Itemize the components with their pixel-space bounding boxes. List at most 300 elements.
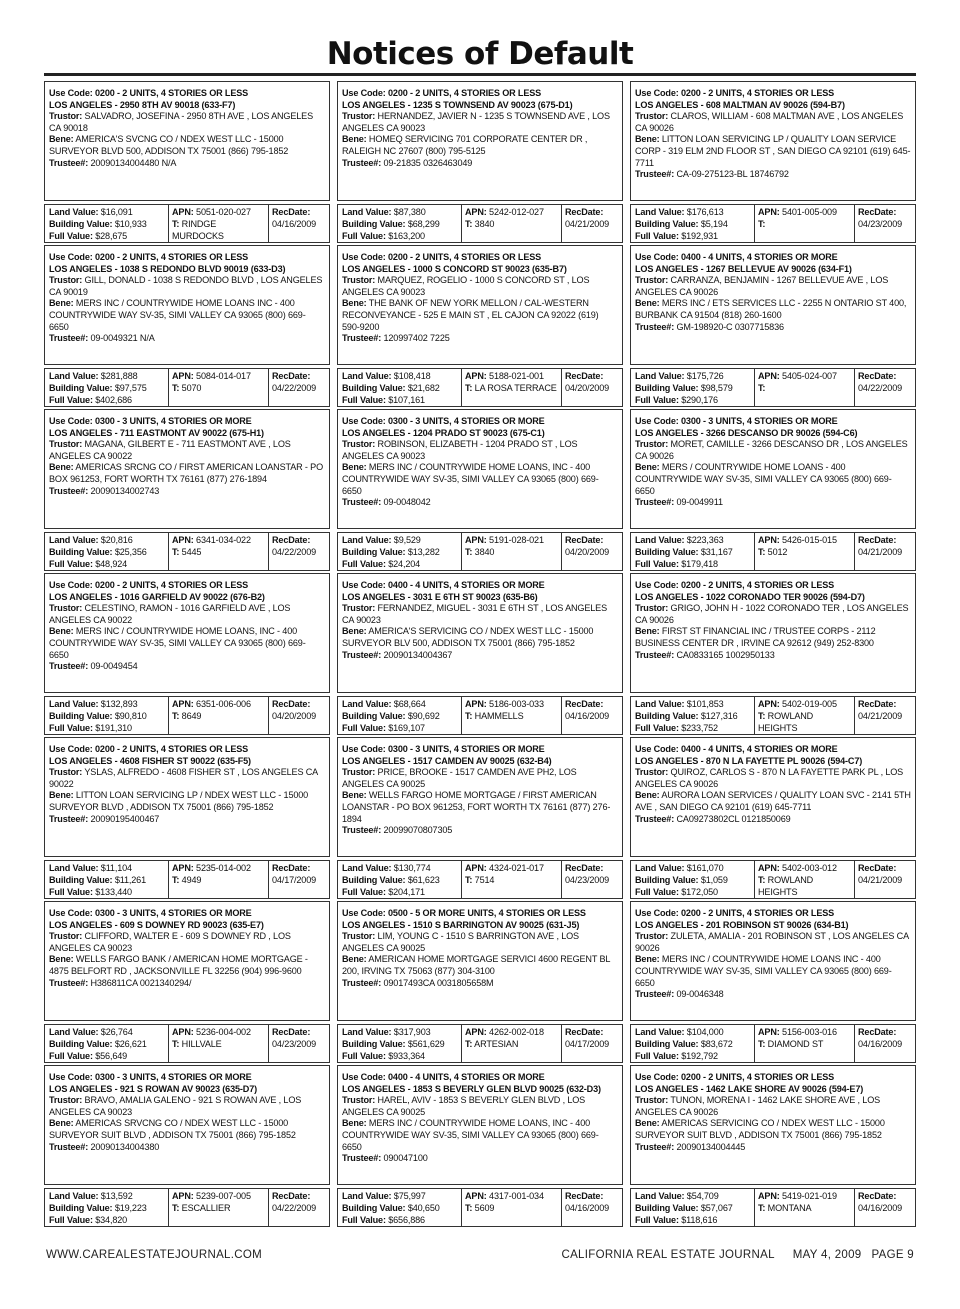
- trustee-line-label: Trustee#:: [49, 813, 89, 824]
- recdate-label: [858, 534, 912, 546]
- property-values: [44, 532, 330, 571]
- notice-column: [630, 245, 916, 407]
- property-address: LOS ANGELES - 1510 S BARRINGTON AV 90025 (631-J5): [342, 919, 580, 930]
- full-value-value: $192,792: [681, 1051, 718, 1061]
- trustor-line-value: HAREL, AVIV - 1853 S BEVERLY GLEN BLVD , LOS ANGELES CA 90025: [342, 1095, 586, 1117]
- building-value-value: $90,810: [114, 711, 147, 721]
- trustee-line-label: Trustee#:: [635, 1141, 675, 1152]
- tract-value: 5609: [474, 1203, 495, 1213]
- land-value-label: Land Value:: [635, 1191, 685, 1201]
- trustor-line-value: QUIROZ, CARLOS S - 870 N LA FAYETTE PARK PL , LOS ANGELES CA 90026: [635, 767, 904, 789]
- tract-value: ESCALLIER: [181, 1203, 231, 1213]
- land-value-value: $108,418: [393, 371, 431, 381]
- apn-column: [462, 1189, 562, 1226]
- tract-value: RINDGE MURDOCKS: [172, 219, 224, 241]
- property-address: LOS ANGELES - 1000 S CONCORD ST 90023 (635-B7): [342, 263, 567, 274]
- trustee-line: [342, 825, 618, 837]
- tract-value: 5070: [181, 383, 202, 393]
- land-value-label: Land Value:: [635, 699, 685, 709]
- apn-label: APN:: [172, 699, 194, 709]
- apn-label: APN:: [465, 1191, 487, 1201]
- value-column: [631, 861, 755, 898]
- trustee-line-value: 20090134004367: [383, 649, 453, 660]
- trustee-line: [635, 497, 911, 509]
- use-code: Use Code: 0300 - 3 UNITS, 4 STORIES OR MORE: [49, 1072, 252, 1082]
- recdate-value: 04/21/2009: [858, 547, 903, 557]
- trustee-line: [49, 814, 325, 826]
- trustor-line: [635, 439, 911, 462]
- building-value-value: $10,933: [114, 219, 147, 229]
- building-value: [49, 218, 165, 230]
- notice-column: [337, 737, 623, 899]
- recdate-value: 04/23/2009: [565, 875, 610, 885]
- property-values: [44, 368, 330, 407]
- apn-value: 5402-003-012: [782, 863, 837, 873]
- land-value: [49, 534, 165, 546]
- notice-column: [630, 901, 916, 1063]
- building-value: [635, 1038, 751, 1050]
- full-value: [342, 558, 458, 570]
- land-value: [49, 370, 165, 382]
- tract-value: 3840: [474, 547, 495, 557]
- notice-column: [630, 409, 916, 571]
- apn: [758, 862, 851, 874]
- trustee-line-value: H386811CA 0021340294/: [90, 977, 192, 988]
- apn-label: APN:: [758, 863, 780, 873]
- building-value-value: $21,682: [407, 383, 440, 393]
- apn-label: APN:: [465, 699, 487, 709]
- building-value-label: Building Value:: [49, 219, 113, 229]
- full-value: [49, 1050, 165, 1062]
- full-value-label: Full Value:: [635, 1051, 679, 1061]
- land-value: [342, 862, 458, 874]
- bene-line: [635, 1118, 911, 1141]
- land-value-label: Land Value:: [342, 535, 392, 545]
- trustee-line: [342, 1153, 618, 1165]
- land-value-value: $175,726: [686, 371, 724, 381]
- trustee-line: [635, 814, 911, 826]
- trustee-line-label: Trustee#:: [342, 157, 382, 168]
- tract-label: T:: [758, 875, 766, 885]
- apn-column: [169, 1025, 269, 1062]
- bene-line: [49, 790, 325, 813]
- trustor-line-value: SALVADRO, JOSEFINA - 2950 8TH AVE , LOS ANGELES CA 90018: [49, 111, 314, 133]
- notice-column: [44, 81, 330, 243]
- recdate-column: [269, 1025, 329, 1062]
- trustor-line-label: Trustor:: [342, 1095, 376, 1106]
- land-value: [49, 206, 165, 218]
- building-value-value: $5,194: [700, 219, 728, 229]
- land-value-value: $132,893: [100, 699, 138, 709]
- bene-line-label: Bene:: [635, 298, 660, 309]
- property-address: LOS ANGELES - 1853 S BEVERLY GLEN BLVD 90025 (632-D3): [342, 1083, 601, 1094]
- bene-line: [49, 134, 325, 157]
- land-value: [342, 534, 458, 546]
- land-value-value: $26,764: [100, 1027, 133, 1037]
- trustee-line-value: 09-0046348: [676, 989, 724, 1000]
- apn-value: 6341-034-022: [196, 535, 251, 545]
- land-value: [342, 1190, 458, 1202]
- notice-column: [44, 573, 330, 735]
- trustor-line-label: Trustor:: [49, 1095, 83, 1106]
- full-value-value: $191,310: [95, 723, 132, 733]
- trustor-line-label: Trustor:: [49, 439, 83, 450]
- apn-column: [462, 533, 562, 570]
- bene-line-value: AURORA LOAN SERVICES / QUALITY LOAN SVC - 2141 5TH AVE , SAN DIEGO CA 92101 (619) 645-7711: [635, 790, 911, 812]
- trustee-line: [342, 333, 618, 345]
- recdate-label-text: RecDate:: [565, 535, 604, 545]
- property-values: [337, 860, 623, 899]
- bene-line-value: MERS INC / COUNTRYWIDE HOME LOANS, INC - 400 COUNTRYWIDE WAY SV-35, SIMI VALLEY CA 93065 (800) 669-6650: [342, 1118, 599, 1152]
- recdate-label-text: RecDate:: [565, 863, 604, 873]
- tract: [758, 382, 851, 394]
- bene-line-label: Bene:: [49, 134, 74, 145]
- apn-column: [169, 697, 269, 734]
- recdate-column: [562, 533, 622, 570]
- recdate-label: [272, 1026, 326, 1038]
- trustee-line-value: 20090134004445: [676, 1141, 746, 1152]
- apn: [465, 534, 558, 546]
- tract-label: T:: [758, 383, 766, 393]
- value-column: [45, 697, 169, 734]
- recdate-value: 04/16/2009: [272, 219, 317, 229]
- building-value-label: Building Value:: [342, 219, 406, 229]
- recdate-label-text: RecDate:: [272, 863, 311, 873]
- recdate-column: [855, 1025, 915, 1062]
- recdate-column: [269, 697, 329, 734]
- bene-line-value: MERS INC / COUNTRYWIDE HOME LOANS, INC - 400 COUNTRYWIDE WAY SV-35, SIMI VALLEY CA 93065 (800) 669-6650: [342, 462, 599, 496]
- apn-column: [462, 697, 562, 734]
- tract: [172, 1038, 265, 1050]
- land-value: [635, 698, 751, 710]
- full-value-label: Full Value:: [49, 887, 93, 897]
- recdate-label: [272, 206, 326, 218]
- apn-column: [462, 205, 562, 242]
- recdate-column: [562, 1025, 622, 1062]
- bene-line: [342, 462, 618, 497]
- trustor-line: [635, 275, 911, 298]
- building-value-label: Building Value:: [342, 547, 406, 557]
- tract-label: T:: [758, 1039, 766, 1049]
- notice-entry: [44, 245, 330, 365]
- property-values: [337, 696, 623, 735]
- apn-column: [755, 533, 855, 570]
- building-value-value: $25,356: [114, 547, 147, 557]
- land-value-label: Land Value:: [635, 535, 685, 545]
- full-value-value: $402,686: [95, 395, 132, 405]
- tract: [172, 218, 265, 242]
- notice-column: [44, 1065, 330, 1227]
- bene-line-label: Bene:: [635, 790, 660, 801]
- tract: [465, 546, 558, 558]
- bene-line: [635, 134, 911, 169]
- full-value: [49, 558, 165, 570]
- recdate-label-text: RecDate:: [272, 699, 311, 709]
- notice-entry: [630, 1065, 916, 1185]
- tract: [172, 382, 265, 394]
- full-value-label: Full Value:: [342, 1051, 386, 1061]
- land-value: [49, 698, 165, 710]
- tract-value: ROWLAND HEIGHTS: [758, 711, 814, 733]
- land-value-value: $11,104: [100, 863, 132, 873]
- property-values: [337, 204, 623, 243]
- apn: [172, 534, 265, 546]
- bene-line-value: AMERICA'S SERVICING CO / NDEX WEST LLC - 15000 SURVEYOR BLV 500, ADDISON TX 75001 (866) 795-1852: [342, 626, 594, 648]
- recdate-column: [855, 861, 915, 898]
- land-value-value: $101,853: [686, 699, 724, 709]
- trustee-line-label: Trustee#:: [635, 989, 675, 1000]
- recdate-value: 04/17/2009: [272, 875, 317, 885]
- recdate-label: [565, 370, 619, 382]
- value-column: [45, 205, 169, 242]
- apn-value: 5051-020-027: [196, 207, 251, 217]
- trustee-line-label: Trustee#:: [635, 169, 675, 180]
- trustee-line: [342, 497, 618, 509]
- bene-line-value: FIRST ST FINANCIAL INC / TRUSTEE CORPS - 2112 BUSINESS CENTER DR , IRVINE CA 92612 (949) 252-8300: [635, 626, 876, 648]
- recdate-column: [562, 1189, 622, 1226]
- building-value-value: $97,575: [114, 383, 147, 393]
- recdate-value: 04/17/2009: [565, 1039, 610, 1049]
- apn-column: [755, 369, 855, 406]
- building-value-value: $13,282: [407, 547, 440, 557]
- bene-line: [342, 134, 618, 157]
- tract-label: T:: [758, 1203, 766, 1213]
- land-value-label: Land Value:: [635, 207, 685, 217]
- apn-value: 5186-003-033: [489, 699, 544, 709]
- bene-line: [342, 298, 618, 333]
- value-column: [45, 533, 169, 570]
- full-value-label: Full Value:: [342, 231, 386, 241]
- trustee-line-label: Trustee#:: [49, 1141, 89, 1152]
- bene-line-value: WELLS FARGO BANK / AMERICAN HOME MORTGAGE - 4875 BELFORT RD , JACKSONVILLE FL 32256 (904) 996-9600: [49, 954, 308, 976]
- full-value-value: $163,200: [388, 231, 425, 241]
- value-column: [338, 1189, 462, 1226]
- property-address: LOS ANGELES - 2950 8TH AV 90018 (633-F7): [49, 99, 236, 110]
- building-value-value: $90,692: [407, 711, 440, 721]
- trustee-line-value: GM-198920-C 0307715836: [676, 321, 784, 332]
- building-value: [49, 710, 165, 722]
- tract-value: LA ROSA TERRACE: [474, 383, 557, 393]
- trustor-line-label: Trustor:: [342, 767, 376, 778]
- trustor-line-value: MARQUEZ, ROGELIO - 1000 S CONCORD ST , LOS ANGELES CA 90023: [342, 275, 590, 297]
- notice-column: [337, 409, 623, 571]
- tract-label: T:: [172, 219, 180, 229]
- recdate-label: [272, 698, 326, 710]
- apn: [172, 862, 265, 874]
- trustee-line: [49, 978, 325, 990]
- full-value: [49, 394, 165, 406]
- tract-value: MONTANA: [767, 1203, 812, 1213]
- building-value-value: $98,579: [700, 383, 733, 393]
- footer-website: WWW.CAREALESTATEJOURNAL.COM: [46, 1249, 262, 1261]
- recdate-label: [858, 1190, 912, 1202]
- tract-value: 7514: [474, 875, 495, 885]
- tract-value: 4949: [181, 875, 202, 885]
- trustee-line-value: 09-0049321 N/A: [90, 333, 155, 344]
- full-value-value: $656,886: [388, 1215, 425, 1225]
- notices-grid: [44, 81, 916, 1229]
- trustor-line-value: HERNANDEZ, JAVIER N - 1235 S TOWNSEND AVE , LOS ANGELES CA 90023: [342, 111, 610, 133]
- trustee-line-label: Trustee#:: [49, 661, 89, 672]
- land-value-value: $223,363: [686, 535, 724, 545]
- tract-label: T:: [758, 219, 766, 229]
- land-value-label: Land Value:: [342, 371, 392, 381]
- trustor-line-label: Trustor:: [49, 931, 83, 942]
- bene-line-value: MERS INC / ETS SERVICES LLC - 2255 N ONTARIO ST 400, BURBANK CA 91504 (818) 260-1600: [635, 298, 907, 320]
- land-value-label: Land Value:: [49, 863, 99, 873]
- tract-value: ARTESIAN: [474, 1039, 519, 1049]
- building-value: [635, 1202, 751, 1214]
- trustor-line-label: Trustor:: [342, 931, 376, 942]
- tract: [758, 218, 851, 230]
- recdate-column: [562, 205, 622, 242]
- trustee-line: [49, 1142, 325, 1154]
- building-value-label: Building Value:: [342, 1039, 406, 1049]
- apn: [758, 206, 851, 218]
- trustee-line: [635, 169, 911, 181]
- building-value: [342, 1202, 458, 1214]
- land-value-value: $130,774: [393, 863, 431, 873]
- trustor-line-value: YSLAS, ALFREDO - 4608 FISHER ST , LOS ANGELES CA 90022: [49, 767, 318, 789]
- apn: [758, 370, 851, 382]
- building-value: [342, 710, 458, 722]
- recdate-label-text: RecDate:: [565, 207, 604, 217]
- tract-label: T:: [465, 875, 473, 885]
- notice-entry: [337, 1065, 623, 1185]
- full-value-value: $107,161: [388, 395, 425, 405]
- property-address: LOS ANGELES - 921 S ROWAN AV 90023 (635-D7): [49, 1083, 257, 1094]
- apn-value: 4262-002-018: [489, 1027, 544, 1037]
- trustor-line: [49, 111, 325, 134]
- trustor-line-label: Trustor:: [635, 439, 669, 450]
- apn: [465, 370, 558, 382]
- full-value-value: $118,616: [681, 1215, 718, 1225]
- recdate-label-text: RecDate:: [565, 699, 604, 709]
- land-value-value: $104,000: [686, 1027, 724, 1037]
- use-code: Use Code: 0400 - 4 UNITS, 4 STORIES OR MORE: [635, 252, 838, 262]
- recdate-column: [562, 697, 622, 734]
- notice-column: [337, 1065, 623, 1227]
- bene-line-label: Bene:: [635, 134, 660, 145]
- full-value-label: Full Value:: [635, 231, 679, 241]
- notice-entry: [337, 245, 623, 365]
- apn-value: 4317-001-034: [489, 1191, 544, 1201]
- tract-value: DIAMOND ST: [767, 1039, 824, 1049]
- value-column: [338, 1025, 462, 1062]
- trustee-line-value: CA-09-275123-BL 18746792: [676, 169, 789, 180]
- page-title: Notices of Default: [326, 36, 634, 72]
- land-value: [342, 206, 458, 218]
- trustor-line: [635, 931, 911, 954]
- apn-value: 5405-024-007: [782, 371, 837, 381]
- notice-column: [630, 737, 916, 899]
- building-value-label: Building Value:: [635, 875, 699, 885]
- building-value-value: $127,316: [700, 711, 738, 721]
- notice-row: [44, 573, 916, 735]
- building-value-label: Building Value:: [635, 383, 699, 393]
- bene-line-value: LITTON LOAN SERVICING LP / NDEX WEST LLC - 15000 SURVEYOR BLVD , ADDISON TX 75001 (866) 795-1852: [49, 790, 309, 812]
- bene-line-label: Bene:: [49, 790, 74, 801]
- property-values: [630, 204, 916, 243]
- recdate-label: [272, 534, 326, 546]
- recdate-label: [858, 206, 912, 218]
- building-value-label: Building Value:: [342, 1203, 406, 1213]
- property-values: [630, 696, 916, 735]
- bene-line: [342, 954, 618, 977]
- apn-column: [462, 1025, 562, 1062]
- full-value-label: Full Value:: [49, 395, 93, 405]
- trustor-line-value: GILL, DONALD - 1038 S REDONDO BLVD , LOS ANGELES CA 90019: [49, 275, 323, 297]
- trustor-line-value: MORET, CAMILLE - 3266 DESCANSO DR , LOS ANGELES CA 90026: [635, 439, 908, 461]
- footer-info: [561, 1249, 914, 1261]
- notice-entry: [44, 1065, 330, 1185]
- trustee-line: [342, 978, 618, 990]
- recdate-column: [269, 1189, 329, 1226]
- recdate-label: [565, 862, 619, 874]
- land-value: [635, 370, 751, 382]
- trustor-line-value: TUNON, MORENA I - 1462 LAKE SHORE AVE , LOS ANGELES CA 90026: [635, 1095, 881, 1117]
- notice-column: [337, 901, 623, 1063]
- trustee-line-value: 09017493CA 0031805658M: [383, 977, 494, 988]
- trustee-line: [635, 989, 911, 1001]
- value-column: [631, 369, 755, 406]
- value-column: [631, 1189, 755, 1226]
- tract: [465, 1202, 558, 1214]
- full-value: [342, 394, 458, 406]
- recdate-label-text: RecDate:: [858, 1191, 897, 1201]
- trustor-line-label: Trustor:: [635, 767, 669, 778]
- recdate-label-text: RecDate:: [858, 207, 897, 217]
- land-value-value: $176,613: [686, 207, 724, 217]
- trustor-line-label: Trustor:: [342, 275, 376, 286]
- trustor-line-value: ZULETA, AMALIA - 201 ROBINSON ST , LOS ANGELES CA 90026: [635, 931, 909, 953]
- tract: [465, 218, 558, 230]
- trustor-line-value: CELESTINO, RAMON - 1016 GARFIELD AVE , LOS ANGELES CA 90022: [49, 603, 291, 625]
- trustee-line-value: 09-0049911: [676, 497, 723, 508]
- recdate-value: 04/16/2009: [565, 711, 610, 721]
- trustee-line: [635, 1142, 911, 1154]
- recdate-column: [855, 1189, 915, 1226]
- building-value: [49, 382, 165, 394]
- apn: [465, 862, 558, 874]
- apn-column: [755, 697, 855, 734]
- full-value: [635, 230, 751, 242]
- value-column: [45, 369, 169, 406]
- value-column: [631, 533, 755, 570]
- recdate-value: 04/22/2009: [858, 383, 903, 393]
- trustee-line-label: Trustee#:: [49, 977, 89, 988]
- full-value: [49, 230, 165, 242]
- trustee-line-label: Trustee#:: [342, 825, 382, 836]
- full-value-value: $133,440: [95, 887, 132, 897]
- building-value: [635, 546, 751, 558]
- land-value-label: Land Value:: [49, 535, 99, 545]
- bene-line-value: LITTON LOAN SERVICING LP / QUALITY LOAN SERVICE CORP - 319 ELM 2ND FLOOR ST , SAN DIEGO CA 92101 (619) 645-7711: [635, 134, 911, 168]
- notice-entry: [630, 81, 916, 201]
- recdate-label: [565, 534, 619, 546]
- tract-label: T:: [172, 383, 180, 393]
- recdate-column: [855, 205, 915, 242]
- apn-label: APN:: [172, 1191, 194, 1201]
- land-value-value: $281,888: [100, 371, 138, 381]
- full-value-value: $204,171: [388, 887, 425, 897]
- tract-value: 5445: [181, 547, 202, 557]
- notice-entry: [337, 573, 623, 693]
- bene-line-label: Bene:: [635, 462, 660, 473]
- apn-label: APN:: [172, 535, 194, 545]
- notice-column: [630, 1065, 916, 1227]
- apn-column: [169, 533, 269, 570]
